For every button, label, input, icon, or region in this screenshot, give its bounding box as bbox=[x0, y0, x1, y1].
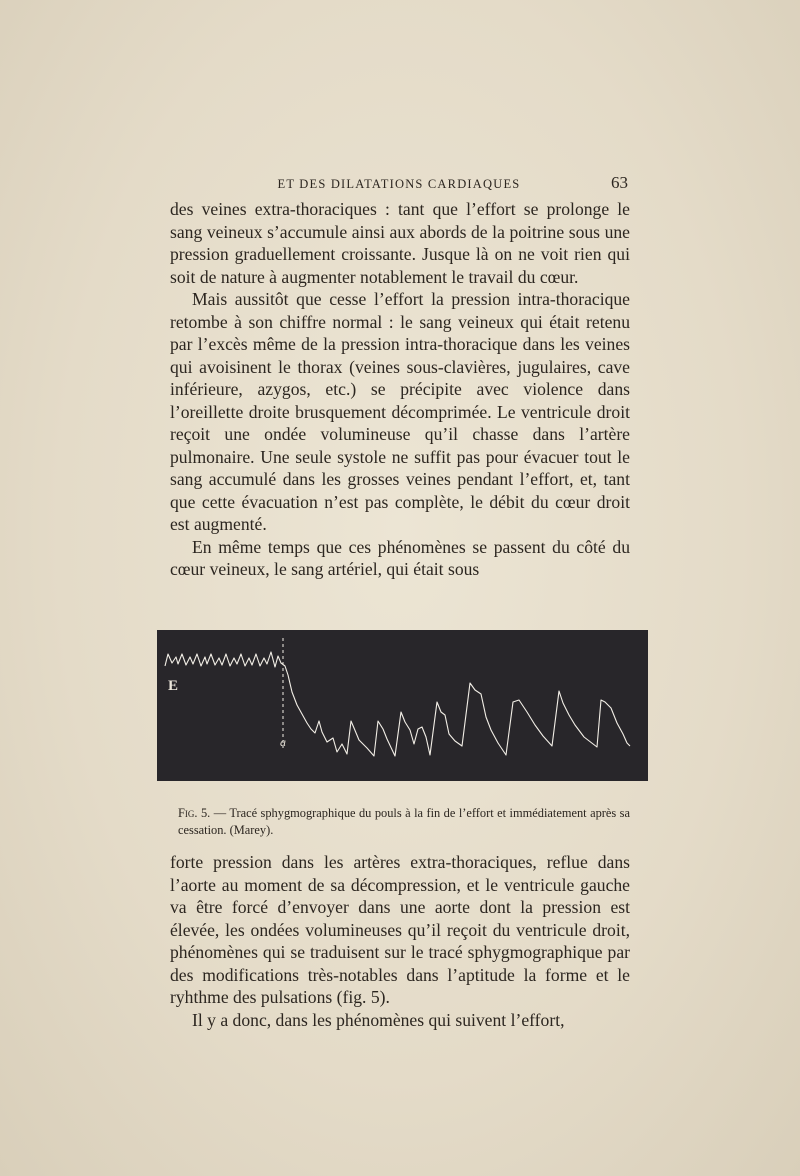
paragraph: des veines extra-thoraciques : tant que l’effort se prolonge le sang veineux s’accumule ainsi aux abords de la poitrine sous une pression graduellement croissante. Jusque là on ne voit rien qui soit de nature à augmenter notablement le travail du cœur. bbox=[170, 199, 630, 287]
paragraph: Il y a donc, dans les phénomènes qui suivent l’effort, bbox=[192, 1009, 565, 1030]
pulse-trace-graphic bbox=[157, 630, 648, 781]
paragraph: forte pression dans les artères extra-thoraciques, reflue dans l’aorte au moment de sa décompression, et le ventricule gauche va être forcé d’envoyer dans une aorte dont la pression est élevée, les ondées volumineuses qu’il reçoit du ventricule droit, phénomènes qui se traduisent sur le tracé sphygmographique par des modifications très-notables dans l’aptitude la forme et le ryhthme des pulsations (fig. 5). bbox=[170, 852, 630, 1007]
figure-marker-a: a bbox=[280, 735, 286, 749]
sphygmograph-figure bbox=[157, 630, 648, 781]
figure-caption-number: Fig. 5. bbox=[178, 806, 211, 820]
page-number: 63 bbox=[611, 173, 628, 192]
running-head bbox=[170, 173, 628, 195]
figure-caption bbox=[178, 805, 630, 839]
figure-caption-text: — Tracé sphygmographique du pouls à la fin de l’effort et immédiatement après sa cessation. (Marey). bbox=[178, 806, 630, 837]
figure-label: E bbox=[168, 678, 179, 694]
paragraph: En même temps que ces phénomènes se passent du côté du cœur veineux, le sang artériel, qui était sous bbox=[170, 536, 630, 579]
pulse-trace-line bbox=[165, 652, 630, 756]
running-head-title: ET DES DILATATIONS CARDIAQUES bbox=[277, 177, 521, 191]
body-text-before-figure bbox=[170, 198, 630, 581]
body-text-after-figure bbox=[170, 851, 630, 1031]
paragraph: Mais aussitôt que cesse l’effort la pression intra-thoracique retombe à son chiffre normal : le sang veineux qui était retenu par l’excès même de la pression intra-thoracique dans les veines qui avoisinent le thorax (veines sous-clavières, jugulaires, cave inférieure, azygos, etc.) se précipite avec violence dans l’oreillette droite brusquement décomprimée. Le ventricule droit reçoit une ondée volumineuse qu’il chasse dans l’artère pulmonaire. Une seule systole ne suffit pas pour évacuer tout le sang accumulé dans les grosses veines pendant l’effort, et, tant que cette évacuation n’est pas complète, le débit du cœur droit est augmenté. bbox=[170, 289, 630, 534]
